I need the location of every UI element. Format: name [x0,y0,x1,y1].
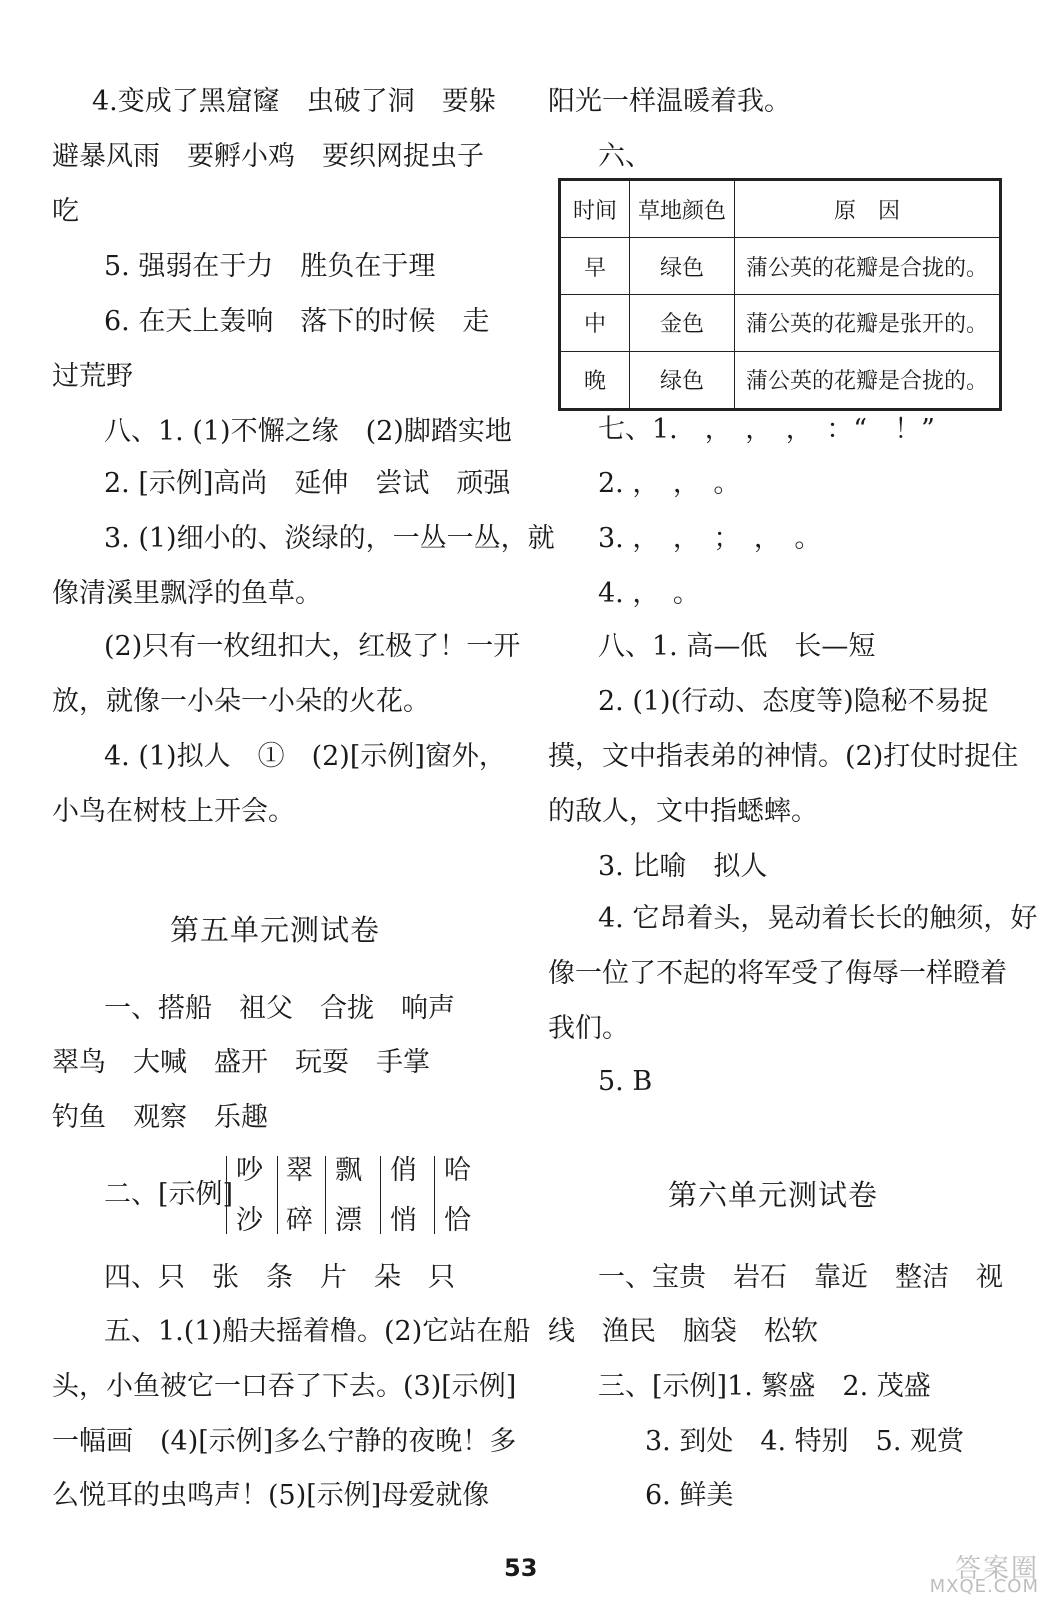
pair-top: 吵 [236,1155,263,1186]
answer-line: 五、1.(1)船夫摇着橹。(2)它站在船 [104,1316,531,1347]
answer-line: 摸，文中指表弟的神情。(2)打仗时捉住 [548,741,1019,772]
answer-line: 过荒野 [52,361,133,392]
answer-line: 钓鱼 观察 乐趣 [52,1102,268,1133]
bracket-line [325,1156,326,1234]
answer-line: 四、只 张 条 片 朵 只 [104,1262,455,1293]
answer-line: 一、宝贵 岩石 靠近 整洁 视 [598,1262,1003,1293]
answer-line: 八、1. 高—低 长—短 [598,631,876,662]
answer-line: 4. 它昂着头，晃动着长长的触须，好 [598,903,1038,934]
pair-bottom: 悄 [390,1205,417,1236]
answer-line: (2)只有一枚纽扣大，红极了！一开 [104,631,521,662]
answer-line: 6. 在天上轰响 落下的时候 走 [104,306,490,337]
table-header: 草地颜色 [630,180,735,238]
answer-line: 4.变成了黑窟窿 虫破了洞 要躲 [92,86,496,117]
pair-bottom: 沙 [236,1205,263,1236]
answer-line: 像清溪里飘浮的鱼草。 [52,578,322,609]
answer-line: 3. (1)细小的、淡绿的，一丛一丛，就 [104,523,555,554]
table-header: 原 因 [735,180,1001,238]
answer-line: 像一位了不起的将军受了侮辱一样瞪着 [548,958,1007,989]
answer-line: 3. ， ， ； ， 。 [598,523,822,554]
pair-top: 俏 [390,1155,417,1186]
watermark-text: 答案圈 [954,1554,1039,1584]
answer-line: 吃 [52,196,79,227]
table-row [560,294,1001,351]
answer-line: 七、1. ， ， ， ：“ ！” [598,414,935,445]
unit5-title: 第五单元测试卷 [170,913,381,947]
answer-line: 我们。 [548,1013,629,1044]
pair-top: 翠 [286,1155,313,1186]
watermark-logo [850,1548,1045,1596]
answer-line: 八、1. (1)不懈之缘 (2)脚踏实地 [104,416,512,447]
table-cell: 早 [560,238,630,295]
answer-line: 小鸟在树枝上开会。 [52,796,295,827]
answer-line: 6. 鲜美 [645,1480,734,1511]
answer-line: 5. B [598,1066,653,1097]
pair-bottom: 碎 [286,1205,313,1236]
table-cell: 金色 [630,294,735,351]
table-header: 时间 [560,180,630,238]
bracket-line [277,1156,278,1234]
answer-line: 避暴风雨 要孵小鸡 要织网捉虫子 [52,141,484,172]
answer-line: 头，小鱼被它一口吞了下去。(3)[示例] [52,1371,517,1402]
answer-line: 2. (1)(行动、态度等)隐秘不易捉 [598,686,989,717]
table-cell: 蒲公英的花瓣是张开的。 [735,294,1001,351]
answer-line: 么悦耳的虫鸣声！(5)[示例]母爱就像 [52,1480,490,1511]
dandelion-table [558,178,1002,411]
table-row [560,238,1001,295]
answer-line: 2. [示例]高尚 延伸 尝试 顽强 [104,468,511,499]
pair-bottom: 恰 [444,1205,471,1236]
answer-line: 4. (1)拟人 ① (2)[示例]窗外， [104,741,506,772]
bracket-line [226,1156,227,1234]
table-row [560,351,1001,409]
table-cell: 蒲公英的花瓣是合拢的。 [735,238,1001,295]
page-number: 53 [504,1554,538,1582]
answer-line: 3. 到处 4. 特别 5. 观赏 [645,1426,965,1457]
q2-label: 二、[示例] [104,1179,234,1210]
answer-line: 翠鸟 大喊 盛开 玩耍 手掌 [52,1047,430,1078]
table-cell: 绿色 [630,238,735,295]
answer-line: 六、 [598,141,652,172]
answer-line: 3. 比喻 拟人 [598,851,768,882]
unit6-title: 第六单元测试卷 [668,1178,879,1212]
table-cell: 绿色 [630,351,735,409]
pair-top: 飘 [335,1155,362,1186]
watermark-url: MXQE.COM [929,1576,1039,1597]
answer-line: 5. 强弱在于力 胜负在于理 [104,251,436,282]
answer-line: 三、[示例]1. 繁盛 2. 茂盛 [598,1371,931,1402]
table-header-row [560,180,1001,238]
pair-bottom: 漂 [335,1205,362,1236]
answer-line: 线 渔民 脑袋 松软 [548,1316,818,1347]
table-cell: 蒲公英的花瓣是合拢的。 [735,351,1001,409]
answer-line: 阳光一样温暖着我。 [548,86,791,117]
table-cell: 晚 [560,351,630,409]
answer-line: 放，就像一小朵一小朵的火花。 [52,686,430,717]
answer-line: 一、搭船 祖父 合拢 响声 [104,993,455,1024]
answer-line: 4. ， 。 [598,578,700,609]
bracket-line [434,1156,435,1234]
table-cell: 中 [560,294,630,351]
pair-top: 哈 [444,1155,471,1186]
bracket-line [380,1156,381,1234]
answer-line: 的敌人，文中指蟋蟀。 [548,796,818,827]
answer-line: 一幅画 (4)[示例]多么宁静的夜晚！多 [52,1426,517,1457]
answer-line: 2. ， ， 。 [598,468,741,499]
